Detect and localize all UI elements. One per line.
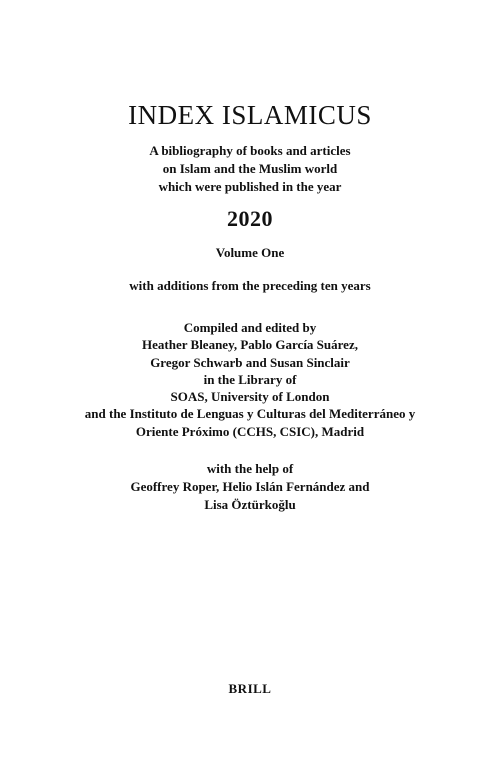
editors-line: SOAS, University of London — [170, 389, 330, 405]
contributors-line: Lisa Öztürkoğlu — [204, 497, 296, 512]
book-subtitle — [0, 142, 500, 196]
contributors-line: with the help of — [206, 461, 294, 476]
editors-line: Oriente Próximo (CCHS, CSIC), Madrid — [135, 423, 365, 439]
contributors-line: Geoffrey Roper, Helio Islán Fernández and — [130, 479, 370, 494]
publication-year: 2020 — [227, 206, 273, 231]
editors-block — [0, 319, 500, 440]
subtitle-line: A bibliography of books and articles — [149, 143, 351, 158]
book-title: INDEX ISLAMICUS — [128, 100, 372, 130]
volume-label: Volume One — [215, 245, 285, 260]
subtitle-line: on Islam and the Muslim world — [162, 161, 338, 176]
editors-line: Gregor Schwarb and Susan Sinclair — [150, 354, 350, 370]
editors-line: in the Library of — [203, 371, 297, 387]
editors-line: and the Instituto de Lenguas y Culturas del Mediterráneo y — [84, 406, 416, 422]
additions-note: with additions from the preceding ten years — [129, 278, 371, 293]
publisher-name: BRILL — [228, 681, 272, 696]
editors-line: Heather Bleaney, Pablo García Suárez, — [142, 337, 358, 353]
contributors-block — [0, 460, 500, 514]
editors-line: Compiled and edited by — [183, 320, 317, 335]
subtitle-line: which were published in the year — [158, 179, 342, 194]
